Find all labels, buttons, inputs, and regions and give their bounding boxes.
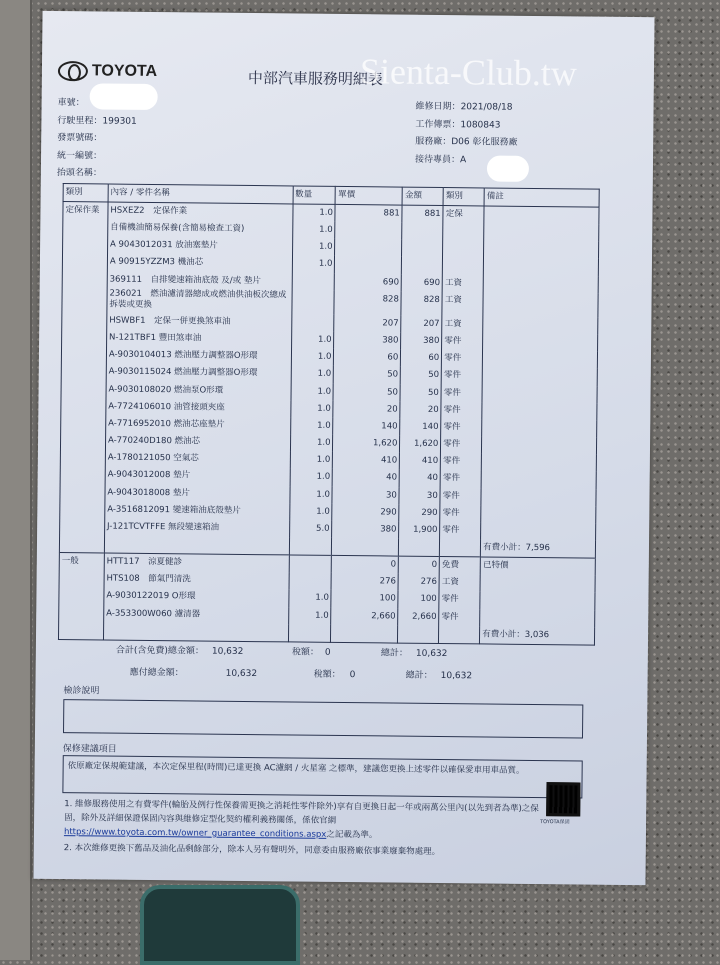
category-cell xyxy=(60,432,105,450)
note-1-text: 1. 維修服務使用之有費零件(輪胎及例行性保養需更換之消耗性零件除外)享有自更換日起一年或兩萬公里內(以先到者為準)之保固，除外及詳細保證保固內容與維修定型化契約權利義務關係，係依官網 xyxy=(64,799,539,826)
category-cell: 定保作業 xyxy=(63,202,108,220)
remark-cell xyxy=(484,258,599,276)
quantity: 1.0 xyxy=(290,400,333,418)
totals xyxy=(116,640,473,688)
toyota-emblem-icon xyxy=(58,61,88,81)
category-cell xyxy=(62,271,107,289)
amount: 2,660 xyxy=(398,608,439,626)
diagnosis-label: 檢診說明 xyxy=(63,683,99,696)
tax-label: 稅額： xyxy=(292,647,319,657)
amount: 380 xyxy=(401,333,442,351)
category-cell xyxy=(62,312,107,330)
info-field xyxy=(57,165,137,183)
field-value: 2021/08/18 xyxy=(461,102,513,113)
item-type: 零件 xyxy=(440,505,481,523)
empty-cell xyxy=(399,539,440,557)
category-cell xyxy=(62,288,107,312)
remark-cell: 已特價 xyxy=(480,557,595,576)
empty-cell xyxy=(332,538,399,556)
quantity: 5.0 xyxy=(289,520,332,538)
remark-cell xyxy=(481,505,596,523)
category-cell xyxy=(60,518,105,536)
quantity: 1.0 xyxy=(290,434,333,452)
sum-value: 10,632 xyxy=(433,671,473,681)
item-type: 零件 xyxy=(441,402,482,420)
qr-code-icon[interactable] xyxy=(546,782,580,816)
amount: 207 xyxy=(401,315,442,333)
item-description: 236021 燃油濾清器總成或燃油供油板次總成拆裝或更換 xyxy=(107,288,292,314)
unit-price: 380 xyxy=(332,521,399,539)
category-cell xyxy=(61,398,106,416)
amount: 40 xyxy=(399,470,440,488)
info-field xyxy=(57,112,137,130)
category-cell xyxy=(59,587,104,605)
category-cell xyxy=(60,466,105,484)
category-cell xyxy=(60,484,105,502)
guarantee-link[interactable]: https://www.toyota.com.tw/owner_guarantee_conditions.aspx xyxy=(64,827,326,840)
qr-caption: TOYOTA保固 xyxy=(540,818,570,825)
note-2: 2. 本次維修更換下舊品及油化品剩餘部分，除本人另有聲明外，同意委由服務廠依事業廢棄物處理。 xyxy=(64,841,544,860)
category-cell xyxy=(61,415,106,433)
item-type: 工資 xyxy=(442,316,483,334)
amount: 60 xyxy=(401,350,442,368)
empty-cell xyxy=(103,622,288,641)
unit-price: 30 xyxy=(332,487,399,505)
category-cell xyxy=(59,605,104,623)
category-cell xyxy=(60,449,105,467)
quantity xyxy=(291,290,334,314)
unit-price: 2,660 xyxy=(331,607,398,625)
column-header: 類別 xyxy=(63,184,108,202)
info-field xyxy=(57,130,137,148)
remark-cell xyxy=(482,368,597,386)
item-description: A-9030108020 燃油泵O形環 xyxy=(106,381,291,400)
field-value: 1080843 xyxy=(460,120,500,130)
amount: 30 xyxy=(399,487,440,505)
item-description: A-9043012008 墊片 xyxy=(105,467,290,486)
advice-box: 依原廠定保規範建議，本次定保里程(時間)已達更換 AC濾網 / 火星塞 之標準，建議您更換上述零件以確保愛車用車品質。 xyxy=(62,755,582,798)
item-description: HSWBF1 定保一併更換煞車油 xyxy=(107,312,292,331)
amount: 410 xyxy=(400,453,441,471)
item-type: 零件 xyxy=(439,591,480,609)
unit-price: 881 xyxy=(335,204,402,222)
amount: 276 xyxy=(398,574,439,592)
unit-price: 0 xyxy=(332,556,399,574)
amount xyxy=(402,223,443,241)
unit-price: 207 xyxy=(334,315,401,333)
document-title: 中部汽車服務明細表 xyxy=(248,67,383,89)
quantity: 1.0 xyxy=(292,239,335,257)
item-description: A-1780121050 空氣芯 xyxy=(105,450,290,469)
item-type: 零件 xyxy=(439,609,480,627)
sum-value: 10,632 xyxy=(408,649,448,659)
empty-cell xyxy=(289,538,332,556)
item-type: 零件 xyxy=(441,436,482,454)
field-label: 抬頭名稱： xyxy=(57,168,102,178)
quantity xyxy=(289,555,332,573)
item-description: A-7716952010 燃油芯座墊片 xyxy=(106,415,291,434)
quantity: 1.0 xyxy=(289,503,332,521)
remark-cell xyxy=(483,316,598,334)
category-cell xyxy=(61,363,106,381)
remark-cell xyxy=(484,223,599,241)
note-1 xyxy=(64,797,544,844)
unit-price xyxy=(335,239,402,257)
quantity: 1.0 xyxy=(288,607,331,625)
amount: 0 xyxy=(399,556,440,574)
unit-price: 20 xyxy=(333,401,400,419)
background-object xyxy=(140,885,300,965)
item-description: A 9043012031 放油塞墊片 xyxy=(107,237,292,256)
remark-cell xyxy=(483,275,598,293)
field-label: 統一編號： xyxy=(57,150,102,160)
payable-label: 應付總金額： xyxy=(116,662,226,685)
item-description: A-353300W060 濾清器 xyxy=(104,605,289,624)
field-label: 工作傳票： xyxy=(415,119,460,129)
item-description: HTT117 涼夏健診 xyxy=(104,553,289,572)
category-cell xyxy=(62,253,107,271)
unit-price: 40 xyxy=(333,469,400,487)
item-type: 零件 xyxy=(441,453,482,471)
column-header: 備註 xyxy=(484,188,599,207)
amount: 50 xyxy=(400,384,441,402)
category-cell xyxy=(63,219,108,237)
remark-cell xyxy=(484,206,599,225)
empty-cell xyxy=(59,535,104,553)
item-type: 零件 xyxy=(440,470,481,488)
column-header: 單價 xyxy=(336,186,403,205)
remark-cell xyxy=(482,419,597,437)
item-type: 零件 xyxy=(442,350,483,368)
empty-cell xyxy=(439,626,480,644)
field-label: 發票號碼： xyxy=(57,133,102,143)
column-header: 類別 xyxy=(443,188,484,206)
empty-cell xyxy=(440,539,481,557)
unit-price: 290 xyxy=(332,504,399,522)
remark-cell xyxy=(481,454,596,472)
quantity: 1.0 xyxy=(290,469,333,487)
category-cell xyxy=(62,329,107,347)
category-cell xyxy=(61,346,106,364)
item-type: 零件 xyxy=(440,488,481,506)
subtotal: 有費小計：3,036 xyxy=(480,626,595,645)
tax-value: 0 xyxy=(344,664,406,687)
category-cell xyxy=(63,236,108,254)
total-value: 10,632 xyxy=(204,641,292,664)
amount xyxy=(402,240,443,258)
category-cell xyxy=(61,381,106,399)
item-description: A-7724106010 油管接頭夾座 xyxy=(106,398,291,417)
field-label: 車號： xyxy=(58,98,85,108)
amount: 1,620 xyxy=(400,436,441,454)
category-cell xyxy=(60,501,105,519)
amount: 20 xyxy=(400,401,441,419)
item-type xyxy=(443,240,484,258)
item-description: HTS108 節氣門清洗 xyxy=(104,571,289,590)
remark-cell xyxy=(482,402,597,420)
toyota-logo xyxy=(58,61,157,82)
item-description: A-9043018008 墊片 xyxy=(105,484,290,503)
field-label: 行駛里程： xyxy=(57,115,102,125)
note-1-end: 之記載為準。 xyxy=(326,830,377,841)
quantity xyxy=(289,573,332,591)
field-label: 維修日期： xyxy=(416,102,461,112)
payable-value: 10,632 xyxy=(226,663,314,686)
empty-cell xyxy=(288,624,331,642)
redaction xyxy=(487,155,529,181)
category-cell: 一般 xyxy=(59,553,104,571)
quantity xyxy=(292,273,335,291)
field-label: 接待專員： xyxy=(415,154,460,164)
quantity: 1.0 xyxy=(290,417,333,435)
amount: 290 xyxy=(399,504,440,522)
field-value: D06 彰化服務廠 xyxy=(451,137,517,148)
total-label: 合計(含免費)總金額： xyxy=(116,646,204,657)
unit-price: 50 xyxy=(334,366,401,384)
sum-label: 總計： xyxy=(381,648,408,658)
info-field xyxy=(415,99,517,118)
unit-price xyxy=(335,256,402,274)
remark-cell xyxy=(482,385,597,403)
item-description: A-3516812091 變速箱油底殼墊片 xyxy=(105,501,290,520)
unit-price: 50 xyxy=(333,383,400,401)
item-description: A-9030104013 燃油壓力調整器O形環 xyxy=(106,347,291,366)
wall xyxy=(0,0,32,960)
remark-cell xyxy=(482,437,597,455)
remark-cell xyxy=(481,471,596,489)
quantity: 1.0 xyxy=(290,452,333,470)
watermark: Sienta-Club.tw xyxy=(360,50,577,94)
empty-cell xyxy=(104,536,289,555)
unit-price: 1,620 xyxy=(333,435,400,453)
amount xyxy=(402,257,443,275)
amount: 881 xyxy=(402,205,443,223)
subtotal: 有費小計：7,596 xyxy=(481,540,596,559)
amount: 828 xyxy=(401,291,442,315)
item-type: 工資 xyxy=(439,574,480,592)
field-value: 199301 xyxy=(102,116,136,126)
remark-cell xyxy=(483,292,598,317)
unit-price: 690 xyxy=(335,273,402,291)
unit-price: 276 xyxy=(331,573,398,591)
quantity: 1.0 xyxy=(292,256,335,274)
amount: 50 xyxy=(401,367,442,385)
remark-cell xyxy=(480,575,595,593)
unit-price: 60 xyxy=(334,349,401,367)
remark-cell xyxy=(480,609,595,627)
unit-price: 140 xyxy=(333,418,400,436)
amount: 690 xyxy=(401,274,442,292)
item-description: 自備機油簡易保養(含簡易檢查工資) xyxy=(108,220,293,239)
redaction xyxy=(90,83,158,110)
field-label: 服務廠： xyxy=(415,137,451,147)
unit-price xyxy=(335,222,402,240)
unit-price: 828 xyxy=(334,291,401,316)
amount: 100 xyxy=(398,591,439,609)
diagnosis-box xyxy=(63,699,583,738)
item-type: 免費 xyxy=(439,557,480,575)
item-description: A-9030115024 燃油壓力調整器O形環 xyxy=(106,364,291,383)
item-type: 零件 xyxy=(441,419,482,437)
tax-value: 0 xyxy=(319,642,381,665)
empty-cell xyxy=(331,625,398,643)
quantity: 1.0 xyxy=(291,331,334,349)
empty-cell xyxy=(398,625,439,643)
amount: 1,900 xyxy=(399,522,440,540)
quantity: 1.0 xyxy=(289,486,332,504)
item-type: 零件 xyxy=(442,333,483,351)
item-type: 定保 xyxy=(443,206,484,224)
unit-price: 410 xyxy=(333,452,400,470)
remark-cell xyxy=(483,333,598,351)
remark-cell xyxy=(484,241,599,259)
unit-price: 380 xyxy=(334,332,401,350)
item-description: J-121TCVTFFE 無段變速箱油 xyxy=(104,518,289,537)
item-type: 工資 xyxy=(442,275,483,293)
item-type: 工資 xyxy=(442,292,483,316)
info-field xyxy=(415,116,517,135)
item-type xyxy=(443,223,484,241)
service-items-table xyxy=(58,183,600,645)
info-field xyxy=(57,147,137,165)
item-description: N-121TBF1 豐田煞車油 xyxy=(106,329,291,348)
quantity: 1.0 xyxy=(291,383,334,401)
remark-cell xyxy=(480,592,595,610)
quantity: 1.0 xyxy=(292,221,335,239)
service-invoice xyxy=(33,11,654,885)
item-description: A-9030122019 O形環 xyxy=(104,588,289,607)
quantity: 1.0 xyxy=(292,204,335,222)
remark-cell xyxy=(483,351,598,369)
column-header: 金額 xyxy=(402,187,443,205)
quantity: 1.0 xyxy=(291,349,334,367)
item-type xyxy=(443,257,484,275)
field-value: A xyxy=(460,155,466,165)
empty-cell xyxy=(58,622,103,640)
column-header: 數量 xyxy=(293,186,336,204)
category-cell xyxy=(59,570,104,588)
notes xyxy=(64,797,545,860)
quantity: 1.0 xyxy=(288,590,331,608)
item-type: 零件 xyxy=(440,522,481,540)
sum-label: 總計： xyxy=(406,671,433,681)
item-type: 零件 xyxy=(441,385,482,403)
quantity: 1.0 xyxy=(291,366,334,384)
item-description: A-770240D180 燃油芯 xyxy=(105,433,290,452)
item-description: HSXEZ2 定保作業 xyxy=(108,202,293,221)
quantity xyxy=(291,314,334,332)
unit-price: 100 xyxy=(331,590,398,608)
item-description: 369111 自排變速箱油底殼 及/或 墊片 xyxy=(107,271,292,290)
brand-name: TOYOTA xyxy=(92,62,157,81)
remark-cell xyxy=(481,522,596,540)
advice-label: 保修建議項目 xyxy=(63,741,117,755)
column-header: 內容 / 零件名稱 xyxy=(108,184,293,204)
tax-label: 稅額： xyxy=(314,664,344,686)
remark-cell xyxy=(481,488,596,506)
info-field xyxy=(415,134,517,153)
item-description: A 90915YZZM3 機油芯 xyxy=(107,254,292,273)
amount: 140 xyxy=(400,418,441,436)
item-type: 零件 xyxy=(441,367,482,385)
